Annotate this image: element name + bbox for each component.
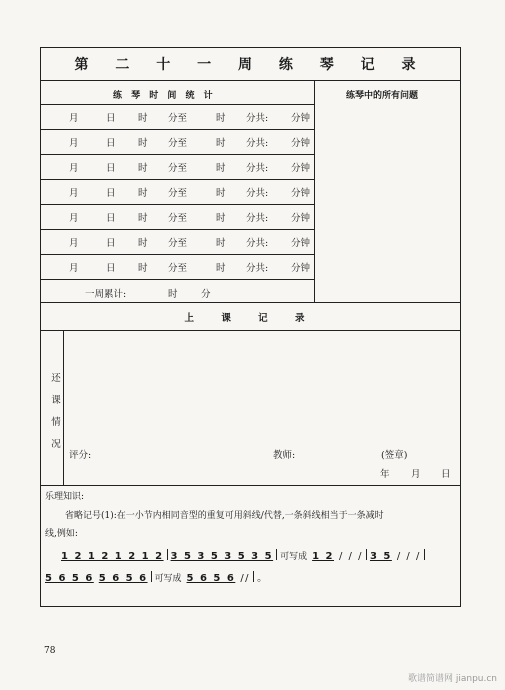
practice-row-label: 时	[138, 138, 148, 149]
practice-record-sheet	[40, 47, 461, 607]
notation-group: 5 6 5 6	[186, 573, 236, 584]
practice-row-label: 月	[69, 163, 79, 174]
practice-row	[61, 185, 323, 201]
notation-group: 5 6 5 6	[45, 573, 94, 584]
practice-row-label: 分共:	[246, 213, 269, 224]
column-divider	[63, 330, 64, 485]
practice-row-label: 时	[216, 113, 226, 124]
score-label: 评分:	[69, 450, 92, 461]
practice-row	[61, 235, 323, 251]
practice-row	[61, 110, 323, 126]
weekly-total-hour: 时	[168, 289, 178, 300]
divider	[41, 330, 460, 331]
divider	[41, 154, 314, 155]
notation-group: 3 5	[369, 551, 392, 562]
practice-row-label: 分钟	[291, 238, 311, 249]
slash-marks: //	[240, 573, 251, 584]
practice-row-label: 月	[69, 213, 79, 224]
teacher-label: 教师:	[273, 450, 296, 461]
practice-row-label: 分钟	[291, 163, 311, 174]
practice-row-label: 分至	[168, 238, 188, 249]
practice-row	[61, 210, 323, 226]
practice-row-label: 日	[106, 113, 116, 124]
practice-row-label: 时	[138, 238, 148, 249]
theory-paragraph-line2: 线,例如:	[45, 529, 78, 539]
weekly-total-minute: 分	[201, 289, 211, 300]
bar-line	[366, 549, 367, 560]
practice-row-label: 日	[106, 188, 116, 199]
practice-row-label: 分至	[168, 163, 188, 174]
bar-line	[424, 549, 425, 560]
end-mark: 。	[257, 573, 269, 584]
practice-row-label: 分至	[168, 263, 188, 274]
divider	[41, 279, 314, 280]
divider	[41, 485, 460, 486]
practice-row-label: 分共:	[246, 238, 269, 249]
practice-row-label: 时	[138, 163, 148, 174]
practice-row-label: 时	[138, 263, 148, 274]
page-number: 78	[44, 646, 56, 656]
weekly-total-label: 一周累计:	[85, 289, 127, 300]
practice-row-label: 分共:	[246, 188, 269, 199]
practice-row-label: 时	[138, 188, 148, 199]
bar-line	[276, 549, 277, 560]
bar-line	[151, 571, 152, 582]
date-day: 日	[441, 469, 451, 480]
homework-status-label: 还 课 情 况	[51, 373, 61, 450]
practice-row-label: 分钟	[291, 113, 311, 124]
rewrite-label: 可写成	[280, 552, 308, 562]
practice-row	[61, 160, 323, 176]
practice-time-header: 练 琴 时 间 统 计	[113, 91, 216, 101]
practice-row-label: 月	[69, 138, 79, 149]
slash-marks: / / /	[396, 551, 421, 562]
watermark: 歌谱简谱网 jianpu.cn	[407, 674, 497, 684]
notation-group: 5 6 5 6	[98, 573, 148, 584]
practice-row-label: 月	[69, 188, 79, 199]
practice-row-label: 月	[69, 263, 79, 274]
page-title: 第 二 十 一 周 练 琴 记 录	[74, 57, 427, 73]
theory-paragraph-line1: 省略记号(1):在一小节内相同音型的重复可用斜线/代替,一条斜线相当于一条减时	[65, 511, 384, 521]
practice-row-label: 分共:	[246, 263, 269, 274]
practice-row-label: 时	[216, 163, 226, 174]
practice-row-label: 时	[138, 113, 148, 124]
divider	[41, 229, 314, 230]
practice-row-label: 分至	[168, 113, 188, 124]
rewrite-label: 可写成	[154, 574, 182, 584]
practice-row-label: 分至	[168, 138, 188, 149]
practice-row-label: 时	[216, 238, 226, 249]
divider	[41, 254, 314, 255]
bar-line	[167, 549, 168, 560]
problems-header: 练琴中的所有问题	[346, 91, 419, 101]
practice-row-label: 月	[69, 238, 79, 249]
divider	[41, 104, 314, 105]
practice-row-label: 时	[216, 188, 226, 199]
notation-group: 1 2 1 2 1 2 1 2	[61, 551, 164, 562]
practice-row-label: 日	[106, 263, 116, 274]
lesson-record-header: 上 课 记 录	[184, 313, 317, 324]
practice-row-label: 分共:	[246, 163, 269, 174]
date-year: 年	[380, 469, 390, 480]
practice-row-label: 日	[106, 163, 116, 174]
practice-row-label: 时	[216, 263, 226, 274]
date-month: 月	[411, 469, 421, 480]
practice-row-label: 时	[138, 213, 148, 224]
practice-row-label: 分钟	[291, 263, 311, 274]
divider	[41, 204, 314, 205]
practice-row-label: 分共:	[246, 138, 269, 149]
practice-row-label: 时	[216, 138, 226, 149]
practice-row-label: 分至	[168, 213, 188, 224]
practice-row-label: 分共:	[246, 113, 269, 124]
practice-row-label: 日	[106, 213, 116, 224]
slash-marks: / / /	[338, 551, 363, 562]
theory-heading: 乐理知识:	[45, 492, 85, 502]
notation-group: 3 5 3 5 3 5 3 5	[170, 551, 274, 562]
practice-row-label: 分钟	[291, 188, 311, 199]
practice-row-label: 分钟	[291, 138, 311, 149]
practice-row-label: 日	[106, 138, 116, 149]
practice-row	[61, 135, 323, 151]
divider	[41, 80, 460, 81]
notation-example-2	[45, 569, 269, 584]
notation-group: 1 2	[312, 551, 334, 562]
practice-row-label: 时	[216, 213, 226, 224]
practice-row-label: 分至	[168, 188, 188, 199]
divider	[41, 302, 460, 303]
practice-row-label: 分钟	[291, 213, 311, 224]
divider	[41, 179, 314, 180]
practice-row	[61, 260, 323, 276]
seal-label: (签章)	[381, 450, 408, 461]
divider	[41, 129, 314, 130]
practice-row-label: 月	[69, 113, 79, 124]
bar-line	[253, 571, 254, 582]
notation-example-1	[61, 549, 428, 562]
practice-row-label: 日	[106, 238, 116, 249]
